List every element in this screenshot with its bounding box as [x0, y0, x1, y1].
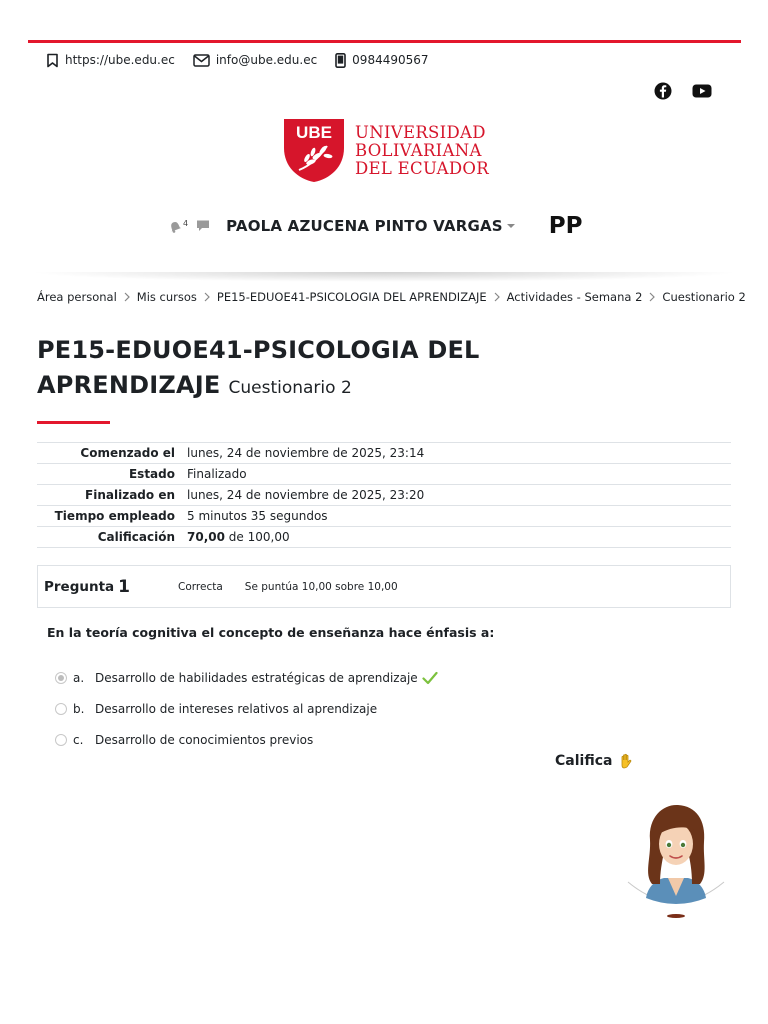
bookmark-icon	[46, 53, 59, 68]
university-name-line2: BOLIVARIANA	[355, 140, 482, 160]
answer-text: Desarrollo de habilidades estratégicas de aprendizaje	[95, 671, 418, 685]
envelope-icon	[193, 54, 210, 67]
started-label: Comenzado el	[80, 446, 175, 460]
time-value: 5 minutos 35 segundos	[187, 509, 328, 523]
ube-shield-icon	[283, 118, 345, 183]
chevron-right-icon	[204, 292, 210, 302]
notification-count: 4	[183, 219, 189, 228]
notifications-button[interactable]	[168, 219, 188, 233]
answer-letter: a.	[73, 671, 85, 685]
rate-label: Califica	[555, 753, 613, 769]
bell-icon	[168, 219, 182, 233]
university-logo[interactable]	[283, 118, 489, 183]
table-row	[37, 506, 731, 527]
chevron-down-icon[interactable]	[507, 224, 515, 228]
assistant-avatar[interactable]	[626, 800, 726, 920]
finished-value: lunes, 24 de noviembre de 2025, 23:20	[187, 488, 425, 502]
checkmark-icon	[422, 671, 438, 685]
breadcrumb-item-area-personal[interactable]: Área personal	[37, 290, 117, 304]
top-accent-line	[28, 40, 741, 43]
grade-label: Calificación	[97, 530, 175, 544]
mobile-phone-icon	[335, 53, 346, 68]
user-menu-name[interactable]: PAOLA AZUCENA PINTO VARGAS	[226, 217, 503, 235]
answer-text: Desarrollo de conocimientos previos	[95, 733, 314, 747]
answer-letter: b.	[73, 702, 85, 716]
messages-button[interactable]	[196, 217, 210, 236]
breadcrumb	[37, 290, 746, 304]
answer-option-c[interactable]	[55, 730, 438, 750]
question-text: En la teoría cognitiva el concepto de enseñanza hace énfasis a:	[47, 625, 495, 640]
radio-button[interactable]	[55, 734, 67, 746]
youtube-icon[interactable]	[692, 82, 712, 100]
chevron-right-icon	[124, 292, 130, 302]
table-row	[37, 527, 731, 548]
email-link[interactable]	[193, 53, 317, 67]
table-row	[37, 485, 731, 506]
finished-label: Finalizado en	[85, 488, 175, 502]
question-grade: Se puntúa 10,00 sobre 10,00	[244, 580, 398, 593]
question-state: Correcta	[178, 580, 223, 593]
email-text: info@ube.edu.ec	[215, 53, 318, 67]
university-name	[355, 124, 489, 178]
phone-text: 0984490567	[352, 53, 429, 67]
page-title	[37, 333, 557, 406]
state-label: Estado	[128, 467, 175, 481]
grade-total: de 100,00	[228, 530, 290, 544]
table-row	[37, 464, 731, 485]
radio-button[interactable]	[55, 703, 67, 715]
contact-bar	[46, 51, 447, 69]
chevron-right-icon	[649, 292, 655, 302]
hand-wave-icon	[619, 753, 633, 769]
user-avatar-initials[interactable]: PP	[548, 213, 583, 239]
logo-badge-text: UBE	[296, 123, 332, 142]
facebook-icon[interactable]	[654, 82, 672, 100]
question-label: Pregunta	[44, 578, 115, 595]
title-underline	[37, 421, 110, 424]
breadcrumb-item-mis-cursos[interactable]: Mis cursos	[136, 290, 197, 304]
quiz-subtitle: Cuestionario 2	[228, 378, 352, 398]
started-value: lunes, 24 de noviembre de 2025, 23:14	[187, 446, 425, 460]
rate-widget[interactable]	[555, 753, 633, 769]
answer-list	[55, 668, 438, 761]
answer-option-a[interactable]	[55, 668, 438, 688]
question-number: 1	[118, 576, 131, 597]
chevron-right-icon	[494, 292, 500, 302]
course-title: PE15-EDUOE41-PSICOLOGIA DEL APRENDIZAJE	[37, 336, 480, 399]
attempt-summary-table	[37, 442, 731, 548]
breadcrumb-item-semana[interactable]: Actividades - Semana 2	[506, 290, 643, 304]
user-navbar	[168, 212, 583, 240]
time-label: Tiempo empleado	[54, 509, 175, 523]
breadcrumb-item-course[interactable]: PE15-EDUOE41-PSICOLOGIA DEL APRENDIZAJE	[216, 290, 487, 304]
breadcrumb-item-cuestionario[interactable]: Cuestionario 2	[662, 290, 746, 304]
question-info-box	[37, 565, 731, 608]
website-text: https://ube.edu.ec	[65, 53, 175, 67]
header-divider	[28, 272, 741, 282]
social-links	[654, 82, 712, 100]
answer-option-b[interactable]	[55, 699, 438, 719]
radio-button-selected[interactable]	[55, 672, 67, 684]
website-link[interactable]	[46, 53, 175, 68]
grade-value	[181, 527, 731, 548]
table-row	[37, 443, 731, 464]
state-value: Finalizado	[187, 467, 247, 481]
answer-text: Desarrollo de intereses relativos al aprendizaje	[95, 702, 378, 716]
answer-letter: c.	[73, 733, 84, 747]
university-name-line1: UNIVERSIDAD	[355, 122, 486, 142]
grade-score: 70,00	[187, 530, 225, 544]
phone-link[interactable]	[335, 53, 428, 68]
university-name-line3: DEL ECUADOR	[355, 158, 489, 178]
chat-bubble-icon	[196, 219, 210, 232]
